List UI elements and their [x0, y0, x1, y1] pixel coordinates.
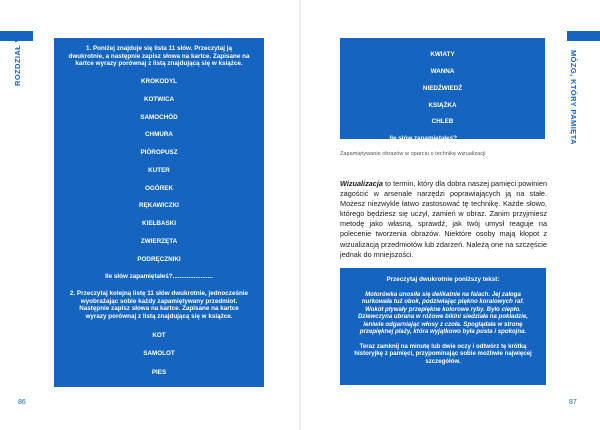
list-item: CHLEB	[431, 118, 454, 126]
exercise-box-visualization	[340, 268, 546, 385]
list-item: KOT	[152, 331, 166, 339]
list-item: ZWIERZĘTA	[140, 238, 178, 245]
chapter-label-left: ROZDZIAŁ V	[13, 37, 22, 86]
list-item: WANNA	[430, 67, 455, 75]
body-paragraph	[340, 179, 547, 260]
recall-question-1: Ile słów zapamiętałeś?.......................	[105, 273, 213, 281]
chapter-tab-right	[567, 31, 600, 41]
list-item: PLECAK	[146, 406, 172, 414]
list-item: SAMOLOT	[143, 350, 175, 358]
page-number-left: 86	[18, 399, 26, 406]
exercise-instruction-1: 1. Poniżej znajduje się lista 11 słów. Przeczytaj ją dwukrotnie, a następnie zapisz słowa na kartce. Zapisane na kartce wyrazy porównaj z listą znajdującą się w książce.	[68, 45, 250, 68]
list-item: KIEŁBASKI	[142, 220, 176, 228]
list-item: SAMOCHÓD	[140, 113, 178, 121]
list-item: KOTWICA	[143, 95, 175, 103]
word-list-2-continued	[350, 51, 535, 126]
recall-question-2: Ile słów zapamiętałeś?......................	[389, 134, 496, 142]
list-item: TRAWNIK	[144, 425, 174, 430]
list-item: PODRĘCZNIKI	[137, 255, 181, 263]
page-number-right: 87	[569, 399, 577, 406]
list-item: KSIĄŻKA	[428, 101, 457, 109]
list-item: CHMURA	[145, 131, 173, 139]
word-list-1	[68, 78, 250, 263]
chapter-label-right: MÓZG, KTÓRY PAMIĘTA	[569, 50, 578, 145]
key-term: Wizualizacja	[340, 179, 383, 188]
list-item: RĘKAWICZKI	[139, 202, 179, 210]
list-item: SŁOŃCE	[145, 387, 173, 395]
exercise-instruction-recall: Teraz zamknij na minutę lub dwie oczy i odtwórz tę krótką historyjkę z pamięci, przypominając sobie możliwie najwięcej szczegółów.	[354, 342, 532, 365]
list-item: KWIATY	[430, 51, 455, 59]
body-paragraph-text: to termin, który dla dobra naszej pamięci powinien zagościć w arsenale narzędzi poprawiających ją na stałe. Możesz niezwykle łatwo zastosować tę technikę. Każde słowo, którego będziesz się uczył, zamień w obraz. Zanim przyjmiesz metodę jako własną, sprawdź, jak twój umysł reaguje na polecenie tworzenia obrazów. Niektóre osoby mają kłopot z wizualizacją przedmiotów lub zdarzeń. Należą one na szczęście jednak do mniejszości.	[340, 179, 547, 259]
list-item: OGÓREK	[145, 184, 173, 192]
exercise-story-text: Motorówka unosiła się delikatnie na falach. Jej załoga nurkowała tuż obok, podziwiając piękno koralowych raf. Wokół pływały przepiękne kolorowe ryby. Było ciepło. Dziewczyna ubrana w różowe bikini siedziała na pokładzie, leniwie odgarniając włosy z czoła. Spoglądała w stronę przepięknej plaży, która wyjątkowo była pusta i spokojna.	[358, 290, 528, 336]
list-item: KROKODYL	[140, 77, 178, 85]
book-gutter	[299, 0, 301, 430]
list-item: PIES	[151, 369, 167, 377]
exercise-box-word-lists	[54, 38, 264, 430]
list-item: KUTER	[148, 166, 170, 174]
word-list-2	[68, 332, 250, 430]
list-item: NIEDŹWIEDŹ	[422, 84, 463, 92]
section-caption: Zapamiętywanie obrazów w oparciu o technikę wizualizacji	[340, 151, 486, 157]
list-item: PIÓROPUSZ	[140, 149, 178, 157]
exercise-box-word-list-continued	[340, 38, 545, 142]
exercise-title: Przeczytaj dwukrotnie poniższy tekst:	[386, 276, 500, 283]
exercise-instruction-2: 2. Przeczytaj kolejną listę 11 słów dwukrotnie, jednocześnie wyobrażając sobie każdy zapamiętywany przedmiot. Następnie zapisz słowa na kartce. Zapisane na kartce wyrazy porównaj z listą znajdującą się w książce.	[69, 289, 249, 320]
